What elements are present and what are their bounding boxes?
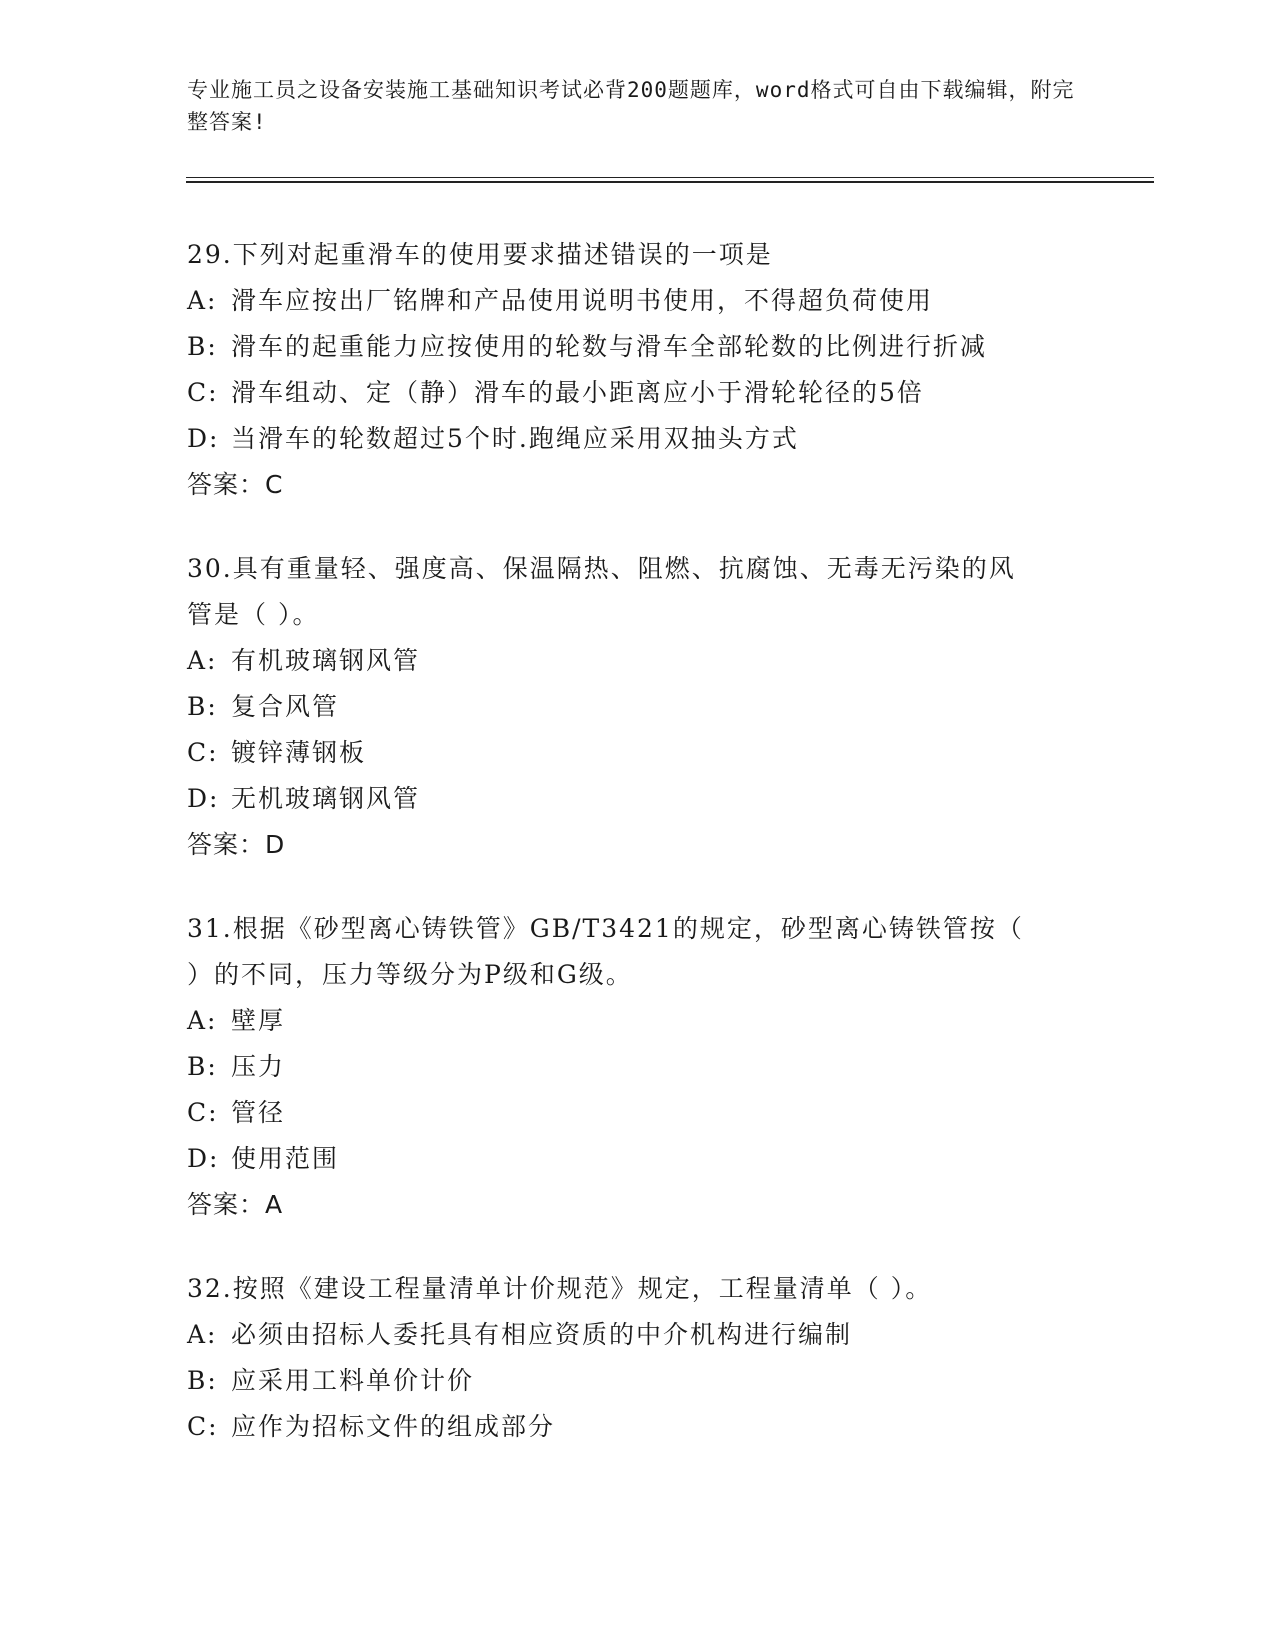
option-text: 复合风管: [231, 692, 340, 721]
option-letter: B:: [187, 1366, 218, 1395]
option-text: 有机玻璃钢风管: [231, 646, 421, 675]
option-b: [187, 1044, 1087, 1090]
option-letter: A:: [187, 286, 218, 315]
option-text: 管径: [231, 1098, 286, 1127]
question-stem: 32.按照《建设工程量清单计价规范》规定，工程量清单（ ）。: [187, 1274, 933, 1303]
option-d: [187, 416, 1087, 462]
question-32: [187, 1266, 1087, 1450]
option-b: [187, 324, 1087, 370]
option-text: 必须由招标人委托具有相应资质的中介机构进行编制: [231, 1320, 853, 1349]
option-letter: C:: [187, 1412, 219, 1441]
option-text: 滑车应按出厂铭牌和产品使用说明书使用，不得超负荷使用: [231, 286, 934, 315]
option-letter: D:: [187, 1144, 220, 1173]
option-text: 无机玻璃钢风管: [231, 784, 421, 813]
question-stem: 管是（ ）。: [187, 600, 320, 629]
option-text: 当滑车的轮数超过5个时.跑绳应采用双抽头方式: [231, 424, 799, 453]
option-letter: C:: [187, 378, 219, 407]
option-letter: C:: [187, 1098, 219, 1127]
option-letter: A:: [187, 1320, 218, 1349]
option-text: 应作为招标文件的组成部分: [231, 1412, 556, 1441]
header-divider: [186, 177, 1154, 183]
option-letter: B:: [187, 692, 218, 721]
option-a: [187, 998, 1087, 1044]
answer-line: 答案：C: [187, 470, 284, 499]
question-stem: 29.下列对起重滑车的使用要求描述错误的一项是: [187, 240, 773, 269]
answer-line: 答案：D: [187, 830, 286, 859]
option-letter: D:: [187, 784, 220, 813]
option-b: [187, 1358, 1087, 1404]
option-a: [187, 278, 1087, 324]
question-stem: ）的不同，压力等级分为P级和G级。: [187, 960, 633, 989]
answer-line: 答案：A: [187, 1190, 284, 1219]
option-letter: B:: [187, 1052, 218, 1081]
option-letter: A:: [187, 1006, 218, 1035]
question-stem: 30.具有重量轻、强度高、保温隔热、阻燃、抗腐蚀、无毒无污染的风: [187, 554, 1016, 583]
option-c: [187, 1090, 1087, 1136]
option-letter: C:: [187, 738, 219, 767]
option-text: 滑车组动、定（静）滑车的最小距离应小于滑轮轮径的5倍: [231, 378, 924, 407]
option-text: 使用范围: [231, 1144, 340, 1173]
option-text: 镀锌薄钢板: [231, 738, 367, 767]
option-c: [187, 370, 1087, 416]
question-stem: 31.根据《砂型离心铸铁管》GB/T3421的规定，砂型离心铸铁管按（: [187, 914, 1024, 943]
question-30: [187, 546, 1087, 868]
question-list: [187, 232, 1087, 1488]
option-text: 滑车的起重能力应按使用的轮数与滑车全部轮数的比例进行折减: [231, 332, 988, 361]
option-text: 应采用工料单价计价: [231, 1366, 475, 1395]
question-29: [187, 232, 1087, 508]
option-c: [187, 730, 1087, 776]
option-d: [187, 776, 1087, 822]
option-text: 压力: [231, 1052, 286, 1081]
option-c: [187, 1404, 1087, 1450]
option-a: [187, 638, 1087, 684]
option-d: [187, 1136, 1087, 1182]
document-header: 专业施工员之设备安装施工基础知识考试必背200题题库，word格式可自由下载编辑，附完整答案!: [187, 78, 1075, 134]
option-text: 壁厚: [231, 1006, 286, 1035]
option-a: [187, 1312, 1087, 1358]
option-letter: A:: [187, 646, 218, 675]
question-31: [187, 906, 1087, 1228]
option-b: [187, 684, 1087, 730]
option-letter: B:: [187, 332, 218, 361]
option-letter: D:: [187, 424, 220, 453]
